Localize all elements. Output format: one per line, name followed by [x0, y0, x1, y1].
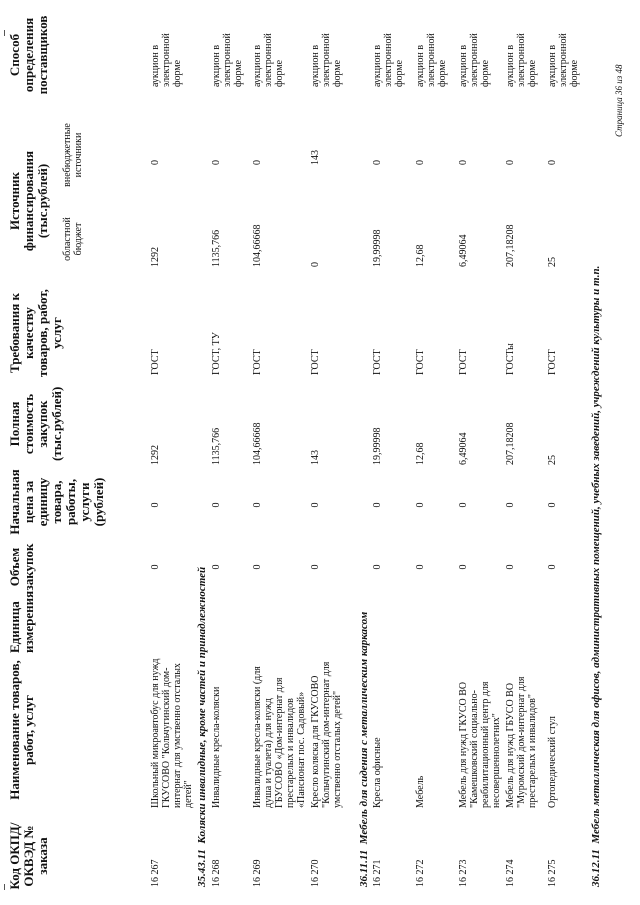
row-regional-budget: 19,99998: [372, 229, 383, 267]
row-name: Ортопедический стул: [547, 716, 558, 808]
row-regional-budget: 0: [310, 262, 321, 267]
row-regional-budget: 12,68: [415, 244, 426, 267]
header-code: Код ОКПД/ ОКВЭД № заказа: [7, 822, 50, 890]
section-title: Мебель металлическая для офисов, административных помещений, учебных заведений, учреждений культуры и т.п.: [590, 265, 602, 844]
row-requirements: ГОСТ: [458, 349, 469, 375]
row-code: 16 270: [310, 859, 321, 887]
row-requirements: ГОСТ: [415, 349, 426, 375]
row-name: Инвалидные кресла-коляски: [211, 686, 222, 808]
header-requirements: Требования к качеству товаров, работ, услуг: [7, 289, 64, 377]
row-full-cost: 6,49064: [458, 432, 469, 465]
row-requirements: ГОСТ: [150, 349, 161, 375]
row-price: 0: [547, 502, 558, 508]
row-method: аукцион в электронной форме: [150, 33, 183, 87]
row-regional-budget: 104,66668: [252, 224, 263, 267]
row-full-cost: 1135,766: [211, 427, 222, 465]
row-regional-budget: 1135,766: [211, 229, 222, 267]
header-full: Полная стоимость закупок (тыс.рублей): [7, 386, 64, 461]
row-price: 0: [505, 502, 516, 508]
row-method: аукцион в электронной форме: [372, 33, 405, 87]
row-extra-budget: 0: [458, 160, 469, 165]
row-name: Мебель для нужд ГБУСО ВО "Муромский дом-интернат для престарелых и инвалидов": [505, 676, 538, 808]
row-code: 16 267: [150, 859, 161, 887]
row-extra-budget: 0: [211, 160, 222, 165]
section-heading: [590, 266, 602, 887]
row-volume: 0: [372, 564, 383, 570]
row-price: 0: [211, 502, 222, 508]
header-method: Способ определения поставщиков: [7, 15, 50, 95]
row-requirements: ГОСТ, ТУ: [211, 332, 222, 375]
section-heading: [196, 567, 208, 887]
row-requirements: ГОСТ: [547, 349, 558, 375]
row-requirements: ГОСТ: [252, 349, 263, 375]
section-title: Мебель для сидения с металлическим каркасом: [358, 611, 370, 845]
row-method: аукцион в электронной форме: [310, 33, 343, 87]
row-regional-budget: 207,18208: [505, 224, 516, 267]
row-extra-budget: 0: [372, 160, 383, 165]
row-price: 0: [150, 502, 161, 508]
header-funding: Источник финансирования (тыс.рублей): [7, 150, 50, 252]
row-requirements: ГОСТы: [505, 343, 516, 375]
row-code: 16 269: [252, 859, 263, 887]
row-regional-budget: 6,49064: [458, 234, 469, 267]
section-code: 36.11.11: [358, 849, 370, 887]
row-regional-budget: 1292: [150, 247, 161, 267]
row-code: 16 272: [415, 859, 426, 887]
row-extra-budget: 0: [415, 160, 426, 165]
row-regional-budget: 25: [547, 257, 558, 267]
row-price: 0: [415, 502, 426, 508]
row-extra-budget: 0: [150, 160, 161, 165]
row-volume: 0: [415, 564, 426, 570]
row-method: аукцион в электронной форме: [415, 33, 448, 87]
header-unit: Единица измерения: [7, 590, 36, 653]
row-full-cost: 12,68: [415, 442, 426, 465]
section-code: 35.43.11: [196, 849, 208, 887]
row-name: Инвалидные кресла-коляски (для душа и туалета) для нужд ГБУСОВО «Дом-интернат для престарелых и инвалидов «Пансионат пос. Садовый»: [252, 666, 307, 808]
row-full-cost: 104,66668: [252, 422, 263, 465]
row-price: 0: [252, 502, 263, 508]
row-extra-budget: 0: [505, 160, 516, 165]
row-extra-budget: 0: [252, 160, 263, 165]
row-method: аукцион в электронной форме: [211, 33, 244, 87]
row-method: аукцион в электронной форме: [505, 33, 538, 87]
row-name: Школьный микроавтобус для нужд ГКУСОВО "Кольчугинский дом-интернат для умственно отсталых детей": [150, 658, 194, 808]
row-code: 16 274: [505, 859, 516, 887]
row-volume: 0: [458, 564, 469, 570]
row-code: 16 268: [211, 859, 222, 887]
section-heading: [358, 612, 370, 887]
row-volume: 0: [211, 564, 222, 570]
row-method: аукцион в электронной форме: [458, 33, 491, 87]
row-method: аукцион в электронной форме: [252, 33, 285, 87]
row-name: Кресла офисные: [372, 737, 383, 808]
row-volume: 0: [310, 564, 321, 570]
row-code: 16 273: [458, 859, 469, 887]
page-number: Страница 36 из 48: [614, 64, 624, 137]
section-code: 36.12.11: [590, 849, 602, 887]
row-volume: 0: [252, 564, 263, 570]
section-title: Коляски инвалидные, кроме частей и принадлежностей: [196, 566, 208, 844]
row-volume: 0: [505, 564, 516, 570]
row-full-cost: 207,18208: [505, 422, 516, 465]
row-full-cost: 19,99998: [372, 427, 383, 465]
header-name: Наименование товаров, работ, услуг: [7, 660, 36, 800]
row-volume: 0: [547, 564, 558, 570]
row-code: 16 271: [372, 859, 383, 887]
row-full-cost: 1292: [150, 445, 161, 465]
row-price: 0: [372, 502, 383, 508]
row-name: Мебель для нужд ГКУСО ВО "Камешковский социально-реабилитационный центр для несовершеннолетних": [458, 681, 502, 808]
header-funding-extra: внебюджетные источники: [62, 123, 84, 187]
row-name: Кресло коляска для ГКУСОВО "Кольчугинский дом-интернат для умственно отсталых детей": [310, 661, 343, 808]
row-name: Мебель: [415, 775, 426, 808]
header-volume: Объем закупок: [7, 543, 36, 591]
row-full-cost: 25: [547, 455, 558, 465]
row-volume: 0: [150, 564, 161, 570]
row-price: 0: [458, 502, 469, 508]
row-extra-budget: 0: [547, 160, 558, 165]
row-full-cost: 143: [310, 450, 321, 465]
row-code: 16 275: [547, 859, 558, 887]
row-price: 0: [310, 502, 321, 508]
row-requirements: ГОСТ: [372, 349, 383, 375]
row-method: аукцион в электронной форме: [547, 33, 580, 87]
row-requirements: ГОСТ: [310, 349, 321, 375]
header-price: Начальная цена за единицу товара, работы, услуги (рублей): [7, 469, 106, 535]
row-extra-budget: 143: [310, 150, 321, 165]
header-funding-regional: областной бюджет: [62, 217, 84, 261]
